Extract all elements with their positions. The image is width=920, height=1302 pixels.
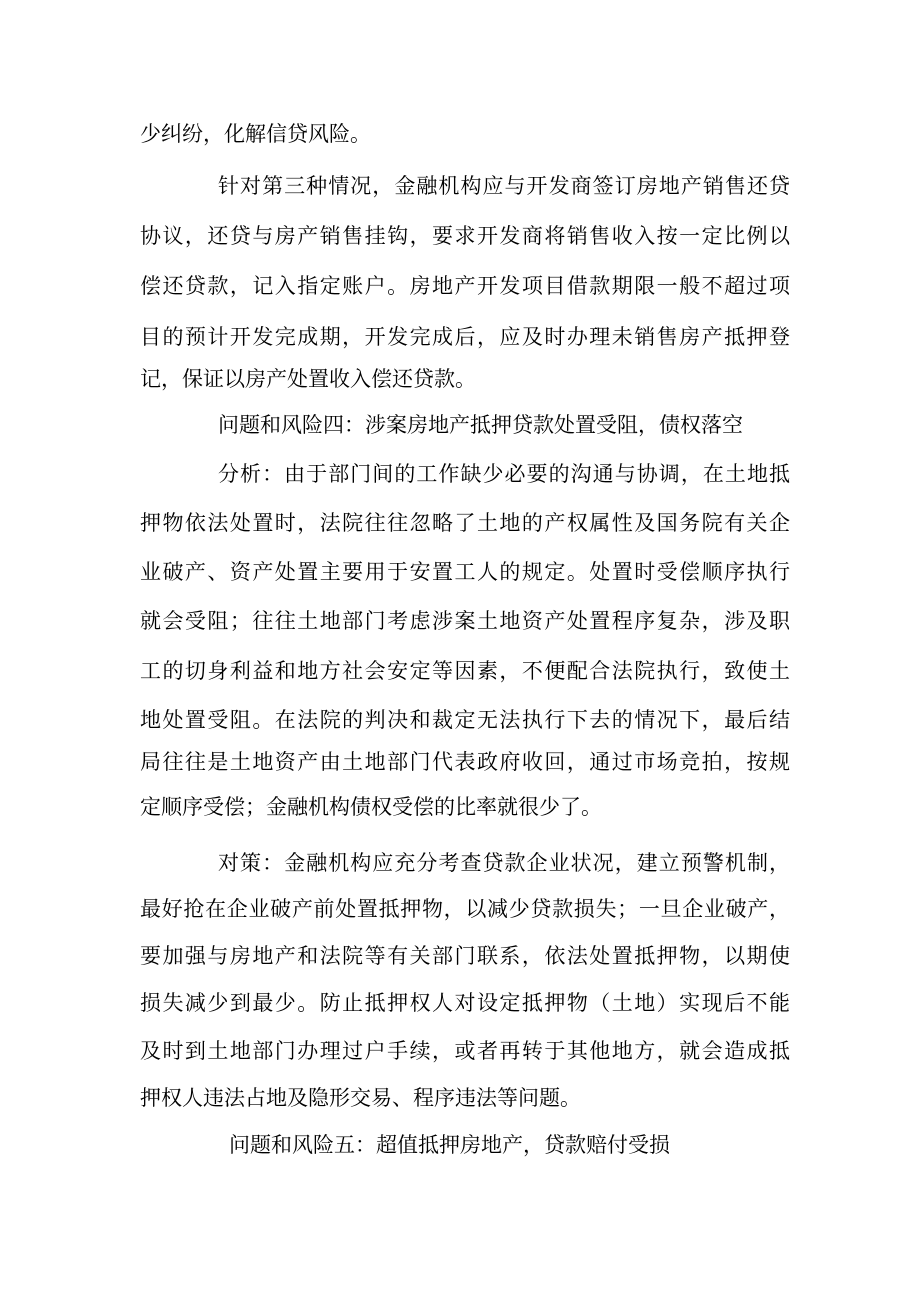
paragraph-line: 工的切身利益和地方社会安定等因素，不便配合法院执行，致使土 — [140, 659, 790, 683]
paragraph-line: 协议，还贷与房产销售挂钩，要求开发商将销售收入按一定比例以 — [140, 224, 790, 248]
section-heading: 问题和风险四：涉案房地产抵押贷款处置受阻，债权落空 — [218, 413, 743, 437]
paragraph-line: 及时到土地部门办理过户手续，或者再转于其他地方，就会造成抵 — [140, 1039, 790, 1063]
paragraph-line: 就会受阻；往往土地部门考虑涉案土地资产处置程序复杂，涉及职 — [140, 609, 790, 633]
paragraph-line: 业破产、资产处置主要用于安置工人的规定。处置时受偿顺序执行 — [140, 560, 790, 584]
paragraph-line: 要加强与房地产和法院等有关部门联系，依法处置抵押物，以期使 — [140, 944, 790, 968]
paragraph-line: 最好抢在企业破产前处置抵押物，以减少贷款损失；一旦企业破产， — [140, 897, 790, 921]
paragraph-line: 定顺序受偿；金融机构债权受偿的比率就很少了。 — [140, 795, 602, 819]
paragraph-line: 针对第三种情况，金融机构应与开发商签订房地产销售还贷 — [218, 174, 790, 198]
paragraph-line: 局往往是土地资产由土地部门代表政府收回，通过市场竞拍，按规 — [140, 750, 790, 774]
paragraph-line: 押权人违法占地及隐形交易、程序违法等问题。 — [140, 1086, 581, 1110]
section-heading: 问题和风险五：超值抵押房地产，贷款赔付受损 — [229, 1133, 670, 1157]
paragraph-line: 分析：由于部门间的工作缺少必要的沟通与协调，在土地抵 — [218, 462, 790, 486]
paragraph-line: 地处置受阻。在法院的判决和裁定无法执行下去的情况下，最后结 — [140, 708, 790, 732]
paragraph-line: 损失减少到最少。防止抵押权人对设定抵押物（土地）实现后不能 — [140, 991, 790, 1015]
paragraph-line: 偿还贷款，记入指定账户。房地产开发项目借款期限一般不超过项 — [140, 274, 790, 298]
paragraph-line: 对策：金融机构应充分考查贷款企业状况，建立预警机制， — [218, 851, 790, 875]
paragraph-line: 少纠纷，化解信贷风险。 — [140, 122, 371, 146]
paragraph-line: 记，保证以房产处置收入偿还贷款。 — [140, 367, 476, 391]
paragraph-line: 目的预计开发完成期，开发完成后，应及时办理未销售房产抵押登 — [140, 325, 790, 349]
paragraph-line: 押物依法处置时，法院往往忽略了土地的产权属性及国务院有关企 — [140, 511, 790, 535]
